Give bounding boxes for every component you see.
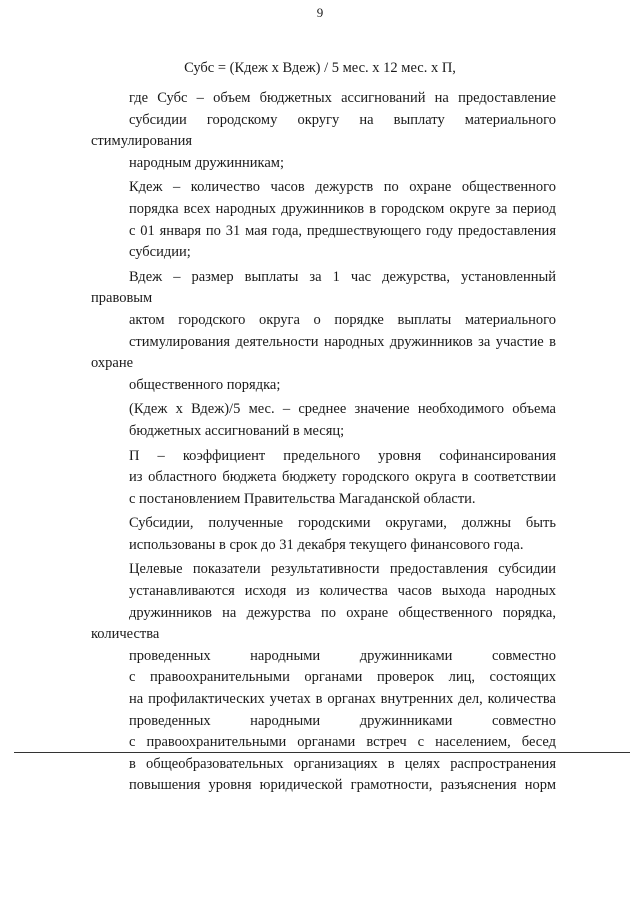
text-line: П – коэффициент предельного уровня софинансирования bbox=[129, 447, 556, 464]
text-line: с 01 января по 31 мая года, предшествующего году предоставления bbox=[129, 222, 556, 239]
text-line: Субсидии, полученные городскими округами, должны быть bbox=[129, 515, 556, 532]
paragraph-vdezh-definition bbox=[91, 267, 556, 397]
text-line: (Кдеж х Вдеж)/5 мес. – среднее значение необходимого объема bbox=[129, 401, 556, 418]
text-line: Кдеж – количество часов дежурств по охране общественного bbox=[129, 179, 556, 196]
text-line: с постановлением Правительства Магаданской области. bbox=[129, 490, 476, 507]
page-footer-divider bbox=[14, 752, 630, 753]
text-line: бюджетных ассигнований в месяц; bbox=[129, 422, 345, 439]
paragraph-target-indicators bbox=[91, 559, 556, 797]
text-line: субсидии; bbox=[129, 244, 191, 261]
document-body bbox=[91, 88, 556, 797]
text-line: из областного бюджета бюджету городского округа в соответствии bbox=[129, 469, 556, 486]
text-line: актом городского округа о порядке выплаты материального bbox=[129, 311, 556, 328]
text-line: с правоохранительными органами проверок лиц, состоящих bbox=[129, 669, 556, 686]
text-line: общественного порядка; bbox=[129, 376, 281, 393]
paragraph-cofinancing-coefficient bbox=[91, 446, 556, 511]
paragraph-kdezh-definition bbox=[91, 177, 556, 263]
text-line: устанавливаются исходя из количества часов выхода народных bbox=[129, 583, 556, 600]
text-line: проведенных народными дружинниками совместно bbox=[129, 712, 556, 729]
text-line: на профилактических учетах в органах внутренних дел, количества bbox=[129, 691, 556, 708]
text-line: субсидии городскому округу на выплату материального стимулирования bbox=[91, 111, 556, 150]
text-line: народным дружинникам; bbox=[129, 154, 284, 171]
text-line: повышения уровня юридической грамотности, разъяснения норм bbox=[129, 777, 556, 794]
text-line: Целевые показатели результативности предоставления субсидии bbox=[129, 561, 556, 578]
paragraph-subs-definition bbox=[91, 88, 556, 174]
text-line: стимулирования деятельности народных дружинников за участие в охране bbox=[91, 333, 556, 372]
text-line: использованы в срок до 31 декабря текущего финансового года. bbox=[129, 536, 524, 553]
text-line: Вдеж – размер выплаты за 1 час дежурства, установленный правовым bbox=[91, 268, 556, 307]
text-line: порядка всех народных дружинников в городском округе за период bbox=[129, 200, 556, 217]
subsidy-formula: Субс = (Кдеж х Вдеж) / 5 мес. х 12 мес. х П, bbox=[184, 60, 456, 76]
text-line: где Субс – объем бюджетных ассигнований на предоставление bbox=[129, 90, 556, 106]
text-line: дружинников на дежурства по охране общественного порядка, количества bbox=[91, 604, 556, 643]
page-number: 9 bbox=[316, 5, 324, 20]
paragraph-monthly-average bbox=[91, 399, 556, 442]
text-line: в общеобразовательных организациях в целях распространения bbox=[129, 755, 556, 772]
text-line: проведенных народными дружинниками совместно bbox=[129, 647, 556, 664]
text-line: с правоохранительными органами встреч с населением, бесед bbox=[129, 734, 556, 751]
paragraph-subsidy-usage-deadline bbox=[91, 513, 556, 556]
